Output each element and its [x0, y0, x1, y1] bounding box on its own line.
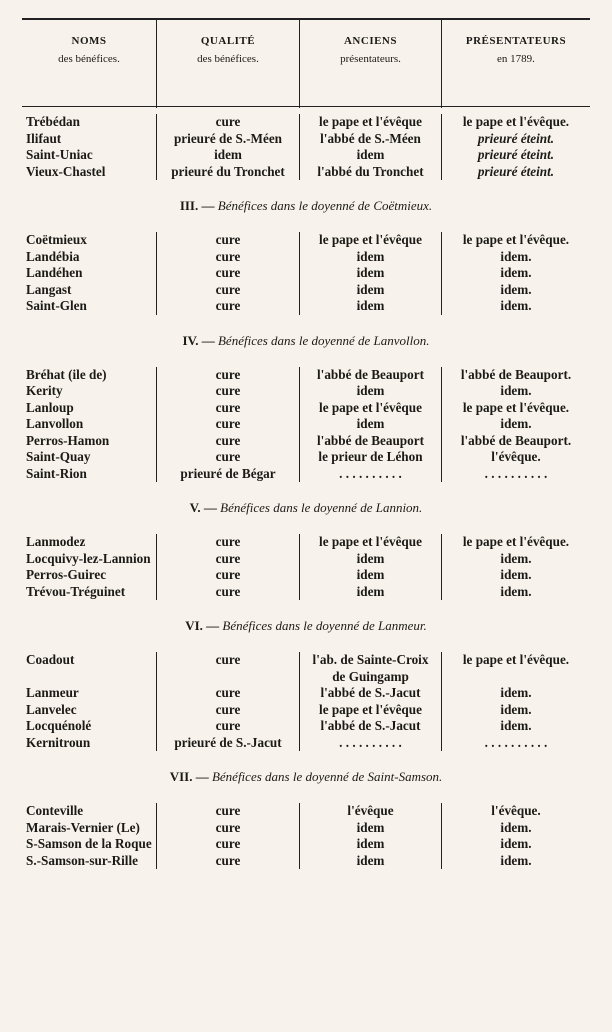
benefice-qualite: cure — [157, 383, 300, 400]
header-qualite — [157, 20, 300, 108]
ancien-presentateur: idem — [300, 584, 442, 601]
section-heading — [22, 751, 590, 803]
table-row — [22, 433, 590, 450]
table-row — [22, 164, 590, 181]
ancien-presentateur: idem — [300, 551, 442, 568]
benefice-qualite: cure — [157, 836, 300, 853]
benefice-name: Kernitroun — [22, 735, 157, 752]
benefice-name: Landéhen — [22, 265, 157, 282]
ancien-presentateur: idem — [300, 416, 442, 433]
benefice-qualite: prieuré de S.-Jacut — [157, 735, 300, 752]
presentateur-1789: idem. — [500, 416, 532, 431]
ancien-presentateur: l'abbé de Beauport — [300, 433, 442, 450]
table-row — [22, 147, 590, 164]
benefice-qualite: idem — [157, 147, 300, 164]
ancien-presentateur: le pape et l'évêque — [300, 114, 442, 131]
benefice-qualite: cure — [157, 534, 300, 551]
ancien-presentateur: . . . . . . . . . . — [300, 735, 442, 752]
header-presentateurs-sub: en 1789. — [497, 53, 535, 65]
table-row — [22, 551, 590, 568]
presentateur-1789: le pape et l'évêque. — [462, 652, 570, 667]
section-title: Bénéfices dans le doyenné de Lannion. — [220, 500, 423, 515]
benefice-qualite: cure — [157, 718, 300, 735]
ancien-presentateur: le pape et l'évêque — [300, 702, 442, 719]
benefice-group — [22, 482, 590, 600]
section-heading — [22, 482, 590, 534]
table-row — [22, 803, 590, 820]
ancien-presentateur: idem — [300, 383, 442, 400]
benefice-qualite: prieuré du Tronchet — [157, 164, 300, 181]
ancien-presentateur: de Guingamp — [300, 669, 442, 686]
header-anciens-sub: présentateurs. — [340, 53, 401, 65]
presentateur-1789: idem. — [500, 298, 532, 313]
presentateur-1789: . . . . . . . . . . — [484, 465, 548, 481]
presentateur-1789: idem. — [500, 567, 532, 582]
table-row — [22, 114, 590, 131]
benefice-qualite: cure — [157, 567, 300, 584]
ancien-presentateur: l'évêque — [300, 803, 442, 820]
header-anciens — [300, 20, 442, 108]
presentateur-1789: idem. — [500, 685, 532, 700]
section-title: Bénéfices dans le doyenné de Saint-Samson. — [211, 769, 443, 784]
section-title: Bénéfices dans le doyenné de Lanvollon. — [217, 332, 430, 348]
ancien-presentateur: idem — [300, 567, 442, 584]
table-row — [22, 383, 590, 400]
benefice-qualite: cure — [157, 803, 300, 820]
benefice-group — [22, 315, 590, 483]
benefice-name: Locquivy-lez-Lannion — [22, 551, 157, 568]
benefice-qualite: cure — [157, 433, 300, 450]
table-row — [22, 820, 590, 837]
benefice-name: S.-Samson-sur-Rille — [22, 853, 157, 870]
table-row — [22, 131, 590, 148]
benefice-qualite: cure — [157, 551, 300, 568]
section-heading — [22, 600, 590, 652]
table-row — [22, 652, 590, 669]
section-number: VII. — — [169, 769, 209, 784]
benefice-name: Perros-Hamon — [22, 433, 157, 450]
section-heading — [22, 315, 590, 367]
benefice-name: Saint-Uniac — [22, 147, 157, 164]
ancien-presentateur: l'abbé de S.-Méen — [300, 131, 442, 148]
ancien-presentateur: le pape et l'évêque — [300, 232, 442, 249]
presentateur-1789: idem. — [500, 265, 532, 280]
benefice-name: Saint-Quay — [22, 449, 157, 466]
section-number: III. — — [179, 198, 215, 213]
table-row — [22, 449, 590, 466]
benefice-name: Lanmodez — [22, 534, 157, 551]
presentateur-1789: l'abbé de Beauport. — [460, 432, 572, 448]
table-body — [22, 114, 590, 869]
header-noms-title: NOMS — [71, 35, 107, 47]
benefice-qualite — [157, 669, 300, 686]
benefice-qualite: cure — [157, 652, 300, 669]
presentateur-1789: idem. — [500, 852, 532, 868]
table-row — [22, 669, 590, 686]
benefice-name: Trévou-Tréguinet — [22, 584, 157, 601]
table-row — [22, 416, 590, 433]
benefice-name: Lanvollon — [22, 416, 157, 433]
section-title: Bénéfices dans le doyenné de Lanmeur. — [222, 618, 427, 633]
table-row — [22, 400, 590, 417]
benefice-name: Langast — [22, 282, 157, 299]
header-noms — [22, 20, 157, 108]
benefice-name: Vieux-Chastel — [22, 164, 157, 181]
ancien-presentateur: idem — [300, 282, 442, 299]
benefice-name: Lanvelec — [22, 702, 157, 719]
presentateur-1789: le pape et l'évêque. — [462, 399, 570, 415]
benefice-name: Landébia — [22, 249, 157, 266]
benefice-name: Saint-Rion — [22, 466, 157, 483]
ancien-presentateur: l'abbé de S.-Jacut — [300, 718, 442, 735]
ancien-presentateur: idem — [300, 853, 442, 870]
ancien-presentateur: idem — [300, 265, 442, 282]
ancien-presentateur: le pape et l'évêque — [300, 534, 442, 551]
section-heading — [22, 180, 590, 232]
benefice-name: Coadout — [22, 652, 157, 669]
presentateur-1789: prieuré éteint. — [477, 130, 555, 146]
presentateur-1789: idem. — [500, 383, 532, 398]
benefice-qualite: prieuré de Bégar — [157, 466, 300, 483]
table-row — [22, 735, 590, 752]
table-row — [22, 584, 590, 601]
benefice-name: Coëtmieux — [22, 232, 157, 249]
benefice-name: Ilifaut — [22, 131, 157, 148]
table-row — [22, 567, 590, 584]
table-header — [22, 20, 590, 108]
presentateur-1789: idem. — [500, 248, 532, 264]
table-row — [22, 685, 590, 702]
presentateur-1789: idem. — [500, 281, 532, 297]
header-qualite-sub: des bénéfices. — [197, 53, 259, 65]
benefice-qualite: cure — [157, 702, 300, 719]
table-row — [22, 466, 590, 483]
table-row — [22, 367, 590, 384]
table-row — [22, 232, 590, 249]
benefice-group — [22, 114, 590, 180]
presentateur-1789: le pape et l'évêque. — [462, 534, 570, 549]
benefice-group — [22, 180, 590, 315]
benefice-qualite: cure — [157, 416, 300, 433]
benefice-qualite: cure — [157, 820, 300, 837]
benefice-name: S-Samson de la Roque — [22, 836, 157, 853]
header-qualite-title: QUALITÉ — [200, 35, 256, 47]
presentateur-1789: prieuré éteint. — [477, 163, 555, 179]
header-presentateurs — [442, 20, 590, 108]
benefice-qualite: prieuré de S.-Méen — [157, 131, 300, 148]
presentateur-1789: le pape et l'évêque. — [462, 114, 570, 129]
presentateur-1789: l'abbé de Beauport. — [460, 366, 572, 382]
benefice-qualite: cure — [157, 853, 300, 870]
benefice-qualite: cure — [157, 584, 300, 601]
presentateur-1789: idem. — [500, 550, 532, 566]
presentateur-1789: idem. — [500, 819, 532, 835]
table-row — [22, 298, 590, 315]
benefice-qualite: cure — [157, 449, 300, 466]
table-row — [22, 534, 590, 551]
ancien-presentateur: idem — [300, 249, 442, 266]
benefice-name: Lanloup — [22, 400, 157, 417]
table-row — [22, 265, 590, 282]
benefice-group — [22, 751, 590, 869]
ancien-presentateur: l'abbé du Tronchet — [300, 164, 442, 181]
presentateur-1789: l'évêque. — [491, 803, 541, 818]
header-rule — [22, 106, 590, 107]
benefice-qualite: cure — [157, 400, 300, 417]
benefice-qualite: cure — [157, 232, 300, 249]
benefice-name: Saint-Glen — [22, 298, 157, 315]
benefice-qualite: cure — [157, 367, 300, 384]
ancien-presentateur: idem — [300, 298, 442, 315]
benefice-name: Trébédan — [22, 114, 157, 131]
benefice-name: Locquénolé — [22, 718, 157, 735]
benefice-group — [22, 600, 590, 751]
section-title: Bénéfices dans le doyenné de Coëtmieux. — [217, 198, 433, 213]
benefice-qualite: cure — [157, 249, 300, 266]
benefice-name: Marais-Vernier (Le) — [22, 820, 157, 837]
benefice-name: Bréhat (ile de) — [22, 367, 157, 384]
ancien-presentateur: . . . . . . . . . . — [300, 466, 442, 483]
header-presentateurs-title: PRÉSENTATEURS — [465, 35, 567, 47]
ancien-presentateur: idem — [300, 820, 442, 837]
section-number: V. — — [189, 500, 217, 515]
presentateur-1789 — [442, 669, 590, 686]
benefice-qualite: cure — [157, 298, 300, 315]
table-row — [22, 853, 590, 870]
header-anciens-title: ANCIENS — [343, 35, 397, 47]
ancien-presentateur: le pape et l'évêque — [300, 400, 442, 417]
ancien-presentateur: le prieur de Léhon — [300, 449, 442, 466]
benefice-qualite: cure — [157, 114, 300, 131]
presentateur-1789: prieuré éteint. — [477, 147, 555, 162]
benefice-name — [22, 669, 157, 686]
benefice-name: Perros-Guirec — [22, 567, 157, 584]
ancien-presentateur: l'abbé de S.-Jacut — [300, 685, 442, 702]
ancien-presentateur: idem — [300, 147, 442, 164]
table-row — [22, 282, 590, 299]
header-noms-sub: des bénéfices. — [58, 53, 120, 65]
ancien-presentateur: idem — [300, 836, 442, 853]
presentateur-1789: l'évêque. — [491, 449, 541, 464]
benefice-qualite: cure — [157, 265, 300, 282]
presentateur-1789: le pape et l'évêque. — [462, 232, 570, 247]
table-row — [22, 718, 590, 735]
presentateur-1789: idem. — [500, 836, 532, 851]
section-number: IV. — — [182, 332, 215, 348]
table-row — [22, 836, 590, 853]
benefice-name: Kerity — [22, 383, 157, 400]
benefice-name: Conteville — [22, 803, 157, 820]
presentateur-1789: . . . . . . . . . . — [484, 734, 548, 750]
table-row — [22, 249, 590, 266]
presentateur-1789: idem. — [500, 718, 532, 733]
presentateur-1789: idem. — [500, 701, 532, 717]
benefice-name: Lanmeur — [22, 685, 157, 702]
benefice-qualite: cure — [157, 282, 300, 299]
ancien-presentateur: l'ab. de Sainte-Croix — [300, 652, 442, 669]
presentateur-1789: idem. — [500, 583, 532, 599]
section-number: VI. — — [185, 618, 220, 633]
table-row — [22, 702, 590, 719]
benefice-qualite: cure — [157, 685, 300, 702]
ancien-presentateur: l'abbé de Beauport — [300, 367, 442, 384]
